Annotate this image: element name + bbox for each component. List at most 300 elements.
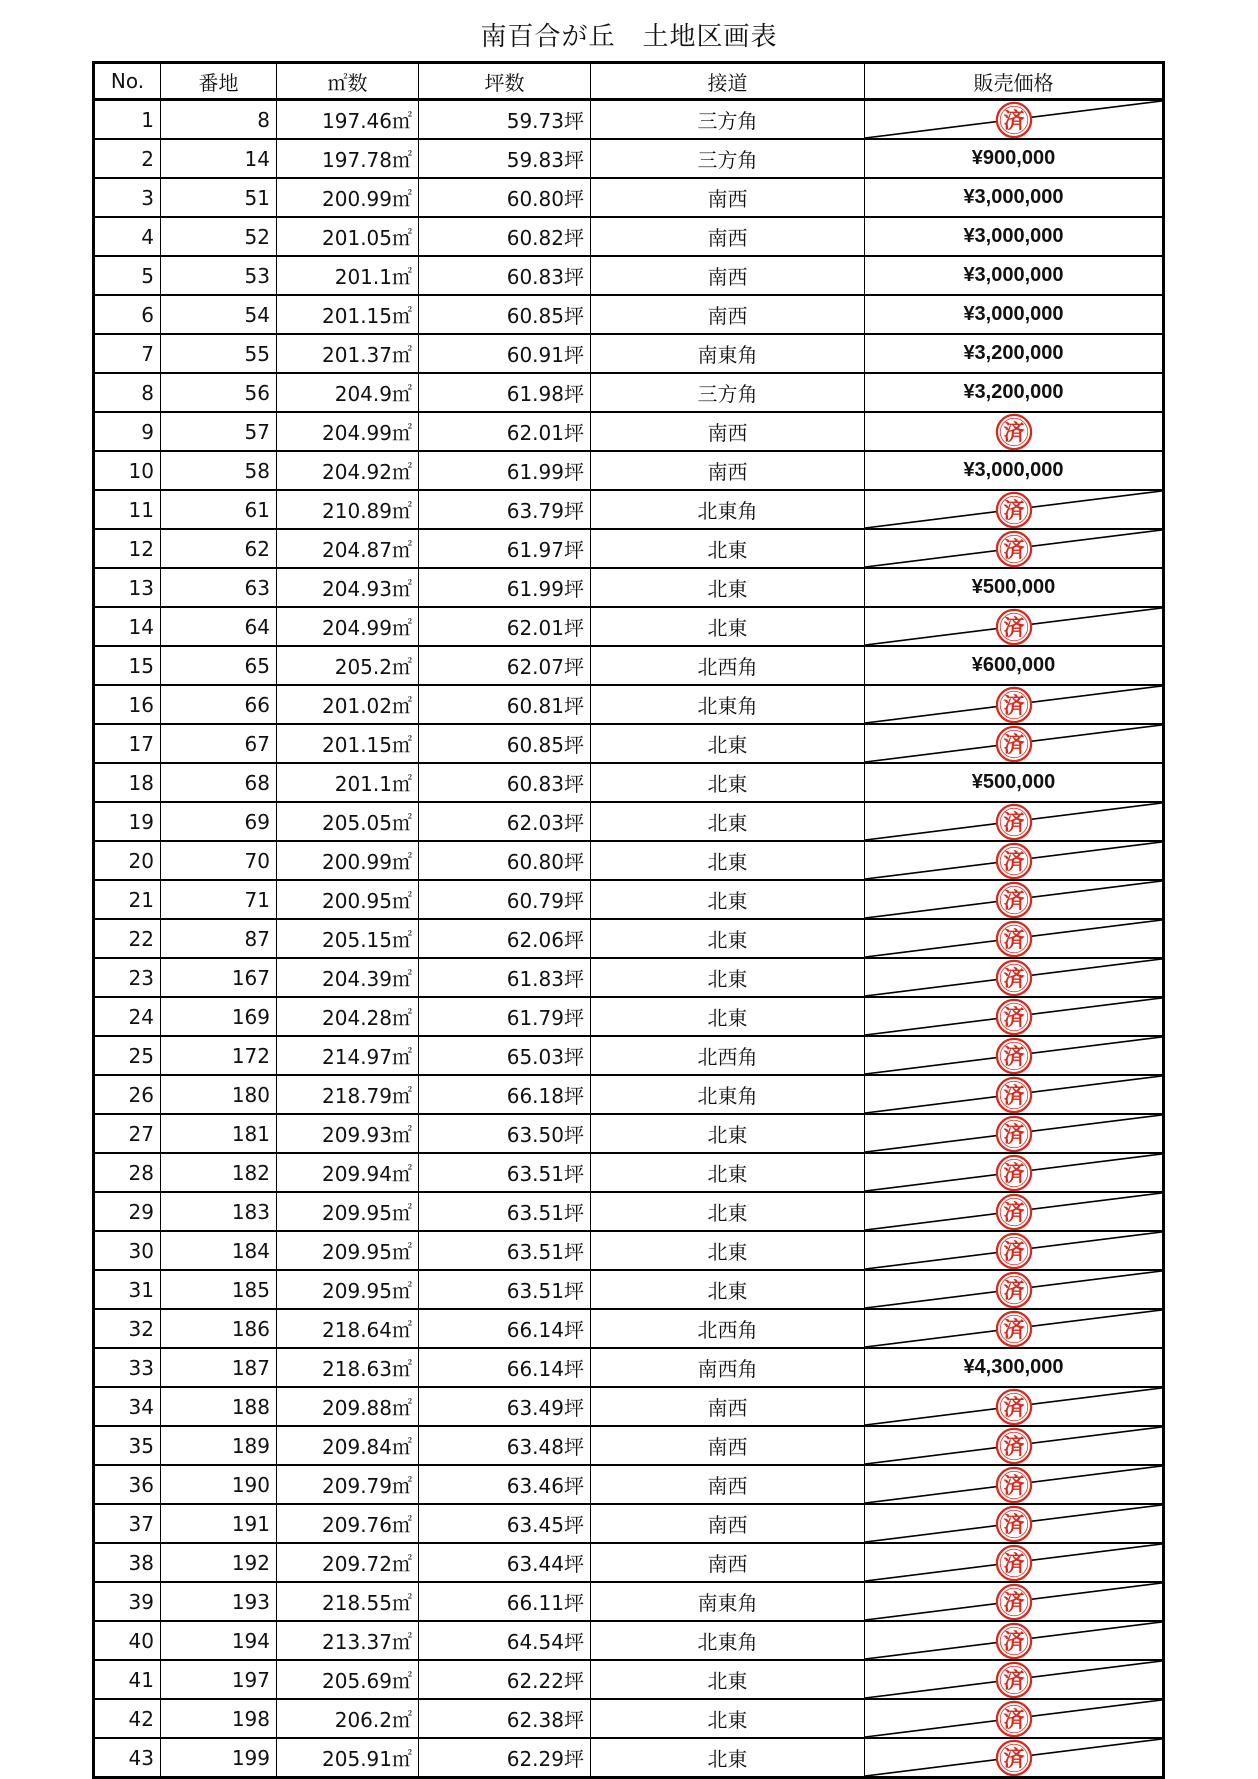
cell-no: 35 xyxy=(94,1426,161,1465)
table-row xyxy=(94,919,1164,958)
sold-stamp-icon xyxy=(995,1622,1033,1660)
table-row xyxy=(94,451,1164,490)
cell-no: 41 xyxy=(94,1660,161,1699)
cell-area-sqm: 209.88㎡ xyxy=(277,1387,419,1426)
table-row xyxy=(94,568,1164,607)
cell-sale-price xyxy=(865,1504,1164,1543)
cell-no: 42 xyxy=(94,1699,161,1738)
sold-stamp-icon xyxy=(995,1739,1033,1777)
cell-no: 15 xyxy=(94,646,161,685)
cell-road-access: 三方角 xyxy=(591,100,865,140)
cell-area-sqm: 200.99㎡ xyxy=(277,841,419,880)
svg-text:済: 済 xyxy=(1003,1746,1024,1771)
cell-area-sqm: 200.99㎡ xyxy=(277,178,419,217)
cell-sale-price xyxy=(865,919,1164,958)
table-row xyxy=(94,1192,1164,1231)
price-value: ¥3,000,000 xyxy=(963,186,1064,208)
cell-area-tsubo: 60.79坪 xyxy=(419,880,591,919)
cell-area-sqm: 209.93㎡ xyxy=(277,1114,419,1153)
cell-road-access: 北東 xyxy=(591,841,865,880)
cell-lot-number: 71 xyxy=(161,880,277,919)
sold-stamp-icon xyxy=(995,530,1033,568)
cell-lot-number: 61 xyxy=(161,490,277,529)
cell-lot-number: 63 xyxy=(161,568,277,607)
cell-area-tsubo: 61.97坪 xyxy=(419,529,591,568)
cell-lot-number: 62 xyxy=(161,529,277,568)
svg-text:済: 済 xyxy=(1003,849,1024,874)
cell-sale-price xyxy=(865,1543,1164,1582)
cell-area-tsubo: 62.06坪 xyxy=(419,919,591,958)
cell-sale-price xyxy=(865,1660,1164,1699)
cell-sale-price xyxy=(865,802,1164,841)
table-row xyxy=(94,295,1164,334)
svg-text:済: 済 xyxy=(1003,693,1024,718)
cell-area-sqm: 218.79㎡ xyxy=(277,1075,419,1114)
cell-road-access: 北東角 xyxy=(591,1621,865,1660)
cell-road-access: 北東 xyxy=(591,919,865,958)
cell-road-access: 北東 xyxy=(591,763,865,802)
cell-lot-number: 197 xyxy=(161,1660,277,1699)
table-row xyxy=(94,1660,1164,1699)
table-row xyxy=(94,997,1164,1036)
cell-road-access: 南西 xyxy=(591,256,865,295)
svg-text:済: 済 xyxy=(1003,1434,1024,1459)
cell-no: 3 xyxy=(94,178,161,217)
svg-text:済: 済 xyxy=(1003,927,1024,952)
table-row xyxy=(94,1348,1164,1387)
cell-lot-number: 66 xyxy=(161,685,277,724)
sold-stamp-icon xyxy=(995,1232,1033,1270)
cell-no: 4 xyxy=(94,217,161,256)
cell-sale-price xyxy=(865,1387,1164,1426)
cell-sale-price xyxy=(865,997,1164,1036)
cell-road-access: 南西 xyxy=(591,1504,865,1543)
cell-area-sqm: 201.15㎡ xyxy=(277,724,419,763)
cell-road-access: 三方角 xyxy=(591,373,865,412)
cell-no: 29 xyxy=(94,1192,161,1231)
cell-no: 28 xyxy=(94,1153,161,1192)
cell-area-tsubo: 66.18坪 xyxy=(419,1075,591,1114)
cell-area-sqm: 210.89㎡ xyxy=(277,490,419,529)
price-value: ¥3,200,000 xyxy=(963,342,1064,364)
svg-text:済: 済 xyxy=(1003,108,1024,133)
cell-sale-price xyxy=(865,256,1164,295)
cell-road-access: 南東角 xyxy=(591,1582,865,1621)
sold-stamp-icon xyxy=(995,1427,1033,1465)
column-header-road: 接道 xyxy=(591,63,865,100)
cell-lot-number: 57 xyxy=(161,412,277,451)
cell-area-sqm: 204.99㎡ xyxy=(277,412,419,451)
cell-no: 9 xyxy=(94,412,161,451)
cell-area-tsubo: 60.80坪 xyxy=(419,178,591,217)
cell-area-tsubo: 60.83坪 xyxy=(419,763,591,802)
cell-no: 39 xyxy=(94,1582,161,1621)
cell-area-tsubo: 60.82坪 xyxy=(419,217,591,256)
table-row xyxy=(94,1153,1164,1192)
sold-stamp-icon xyxy=(995,881,1033,919)
table-row xyxy=(94,412,1164,451)
price-value: ¥3,000,000 xyxy=(963,459,1064,481)
column-header-sqm: ㎡数 xyxy=(277,63,419,100)
cell-sale-price xyxy=(865,1621,1164,1660)
cell-road-access: 南西 xyxy=(591,217,865,256)
sold-stamp-icon xyxy=(995,1700,1033,1738)
cell-area-sqm: 204.28㎡ xyxy=(277,997,419,1036)
cell-road-access: 北東 xyxy=(591,607,865,646)
cell-area-sqm: 205.2㎡ xyxy=(277,646,419,685)
cell-no: 1 xyxy=(94,100,161,140)
cell-sale-price xyxy=(865,1309,1164,1348)
table-row xyxy=(94,685,1164,724)
cell-area-sqm: 201.1㎡ xyxy=(277,256,419,295)
table-row xyxy=(94,334,1164,373)
sold-stamp-icon xyxy=(995,725,1033,763)
cell-road-access: 北東 xyxy=(591,958,865,997)
svg-text:済: 済 xyxy=(1003,1551,1024,1576)
table-row xyxy=(94,646,1164,685)
cell-area-tsubo: 60.85坪 xyxy=(419,724,591,763)
cell-lot-number: 14 xyxy=(161,139,277,178)
price-value: ¥4,300,000 xyxy=(963,1356,1064,1378)
cell-lot-number: 55 xyxy=(161,334,277,373)
svg-text:済: 済 xyxy=(1003,810,1024,835)
cell-lot-number: 8 xyxy=(161,100,277,140)
cell-no: 12 xyxy=(94,529,161,568)
cell-road-access: 北東 xyxy=(591,724,865,763)
table-row xyxy=(94,1387,1164,1426)
svg-text:済: 済 xyxy=(1003,1629,1024,1654)
cell-road-access: 北東 xyxy=(591,1660,865,1699)
cell-area-tsubo: 59.73坪 xyxy=(419,100,591,140)
table-row xyxy=(94,958,1164,997)
cell-road-access: 北東 xyxy=(591,1738,865,1778)
cell-area-tsubo: 62.38坪 xyxy=(419,1699,591,1738)
cell-area-sqm: 209.95㎡ xyxy=(277,1270,419,1309)
cell-lot-number: 182 xyxy=(161,1153,277,1192)
table-row xyxy=(94,1426,1164,1465)
cell-lot-number: 172 xyxy=(161,1036,277,1075)
cell-no: 40 xyxy=(94,1621,161,1660)
cell-lot-number: 70 xyxy=(161,841,277,880)
cell-area-sqm: 209.72㎡ xyxy=(277,1543,419,1582)
table-row xyxy=(94,1543,1164,1582)
cell-area-tsubo: 63.45坪 xyxy=(419,1504,591,1543)
cell-no: 13 xyxy=(94,568,161,607)
svg-text:済: 済 xyxy=(1003,1707,1024,1732)
price-value: ¥500,000 xyxy=(971,771,1056,793)
cell-road-access: 北東 xyxy=(591,1270,865,1309)
cell-sale-price xyxy=(865,412,1164,451)
cell-area-tsubo: 63.48坪 xyxy=(419,1426,591,1465)
cell-area-tsubo: 61.83坪 xyxy=(419,958,591,997)
cell-road-access: 北西角 xyxy=(591,1309,865,1348)
svg-text:済: 済 xyxy=(1003,1278,1024,1303)
cell-lot-number: 54 xyxy=(161,295,277,334)
cell-area-sqm: 205.15㎡ xyxy=(277,919,419,958)
table-row xyxy=(94,1465,1164,1504)
cell-road-access: 南西 xyxy=(591,1426,865,1465)
cell-sale-price xyxy=(865,100,1164,140)
cell-no: 37 xyxy=(94,1504,161,1543)
cell-area-tsubo: 63.51坪 xyxy=(419,1270,591,1309)
sold-stamp-icon xyxy=(995,101,1033,139)
cell-lot-number: 193 xyxy=(161,1582,277,1621)
cell-area-sqm: 204.87㎡ xyxy=(277,529,419,568)
table-row xyxy=(94,1621,1164,1660)
cell-no: 20 xyxy=(94,841,161,880)
cell-sale-price xyxy=(865,1465,1164,1504)
sold-stamp-icon xyxy=(995,1037,1033,1075)
cell-lot-number: 188 xyxy=(161,1387,277,1426)
cell-sale-price xyxy=(865,1231,1164,1270)
cell-no: 30 xyxy=(94,1231,161,1270)
table-row xyxy=(94,1504,1164,1543)
cell-road-access: 北東 xyxy=(591,802,865,841)
cell-lot-number: 181 xyxy=(161,1114,277,1153)
table-row xyxy=(94,529,1164,568)
cell-no: 6 xyxy=(94,295,161,334)
sold-stamp-icon xyxy=(995,1271,1033,1309)
cell-area-sqm: 205.69㎡ xyxy=(277,1660,419,1699)
cell-lot-number: 194 xyxy=(161,1621,277,1660)
sold-stamp-icon xyxy=(995,1466,1033,1504)
svg-text:済: 済 xyxy=(1003,1512,1024,1537)
cell-no: 22 xyxy=(94,919,161,958)
table-row xyxy=(94,607,1164,646)
cell-lot-number: 69 xyxy=(161,802,277,841)
cell-sale-price xyxy=(865,1153,1164,1192)
cell-area-sqm: 204.99㎡ xyxy=(277,607,419,646)
cell-sale-price xyxy=(865,295,1164,334)
cell-sale-price xyxy=(865,178,1164,217)
cell-area-sqm: 209.76㎡ xyxy=(277,1504,419,1543)
svg-text:済: 済 xyxy=(1003,1473,1024,1498)
cell-no: 43 xyxy=(94,1738,161,1778)
cell-area-sqm: 218.63㎡ xyxy=(277,1348,419,1387)
svg-text:済: 済 xyxy=(1003,1083,1024,1108)
cell-sale-price xyxy=(865,529,1164,568)
table-row xyxy=(94,178,1164,217)
table-row xyxy=(94,1114,1164,1153)
cell-area-sqm: 213.37㎡ xyxy=(277,1621,419,1660)
price-value: ¥3,200,000 xyxy=(963,381,1064,403)
sold-stamp-icon xyxy=(995,1115,1033,1153)
cell-area-tsubo: 62.22坪 xyxy=(419,1660,591,1699)
cell-lot-number: 65 xyxy=(161,646,277,685)
cell-lot-number: 186 xyxy=(161,1309,277,1348)
sold-stamp-icon xyxy=(995,413,1033,451)
cell-no: 14 xyxy=(94,607,161,646)
svg-text:済: 済 xyxy=(1003,1590,1024,1615)
cell-no: 31 xyxy=(94,1270,161,1309)
cell-sale-price xyxy=(865,685,1164,724)
cell-road-access: 北東 xyxy=(591,1231,865,1270)
cell-area-tsubo: 63.44坪 xyxy=(419,1543,591,1582)
cell-road-access: 南東角 xyxy=(591,334,865,373)
column-header-lot: 番地 xyxy=(161,63,277,100)
cell-area-tsubo: 60.85坪 xyxy=(419,295,591,334)
cell-area-tsubo: 60.83坪 xyxy=(419,256,591,295)
cell-area-sqm: 209.95㎡ xyxy=(277,1231,419,1270)
cell-sale-price xyxy=(865,1114,1164,1153)
cell-area-sqm: 204.92㎡ xyxy=(277,451,419,490)
cell-sale-price xyxy=(865,568,1164,607)
cell-road-access: 三方角 xyxy=(591,139,865,178)
price-value: ¥900,000 xyxy=(971,147,1056,169)
cell-lot-number: 67 xyxy=(161,724,277,763)
svg-text:済: 済 xyxy=(1003,966,1024,991)
cell-area-tsubo: 63.79坪 xyxy=(419,490,591,529)
cell-area-sqm: 205.05㎡ xyxy=(277,802,419,841)
cell-no: 24 xyxy=(94,997,161,1036)
cell-lot-number: 87 xyxy=(161,919,277,958)
cell-road-access: 北東 xyxy=(591,568,865,607)
cell-area-tsubo: 65.03坪 xyxy=(419,1036,591,1075)
cell-area-tsubo: 63.51坪 xyxy=(419,1231,591,1270)
svg-text:済: 済 xyxy=(1003,1668,1024,1693)
cell-no: 25 xyxy=(94,1036,161,1075)
table-row xyxy=(94,1036,1164,1075)
table-row xyxy=(94,373,1164,412)
cell-sale-price xyxy=(865,841,1164,880)
cell-sale-price xyxy=(865,217,1164,256)
cell-sale-price xyxy=(865,880,1164,919)
cell-area-tsubo: 64.54坪 xyxy=(419,1621,591,1660)
cell-area-tsubo: 63.51坪 xyxy=(419,1153,591,1192)
svg-text:済: 済 xyxy=(1003,537,1024,562)
cell-no: 38 xyxy=(94,1543,161,1582)
cell-area-tsubo: 62.01坪 xyxy=(419,412,591,451)
svg-text:済: 済 xyxy=(1003,498,1024,523)
cell-no: 33 xyxy=(94,1348,161,1387)
cell-sale-price xyxy=(865,724,1164,763)
svg-text:済: 済 xyxy=(1003,1317,1024,1342)
cell-road-access: 北東 xyxy=(591,997,865,1036)
land-lot-table xyxy=(92,61,1165,1779)
cell-area-tsubo: 60.81坪 xyxy=(419,685,591,724)
cell-sale-price xyxy=(865,763,1164,802)
cell-area-sqm: 201.05㎡ xyxy=(277,217,419,256)
sold-stamp-icon xyxy=(995,1388,1033,1426)
cell-road-access: 南西角 xyxy=(591,1348,865,1387)
cell-lot-number: 199 xyxy=(161,1738,277,1778)
cell-sale-price xyxy=(865,1699,1164,1738)
cell-lot-number: 180 xyxy=(161,1075,277,1114)
cell-area-tsubo: 63.50坪 xyxy=(419,1114,591,1153)
cell-area-tsubo: 66.11坪 xyxy=(419,1582,591,1621)
cell-no: 32 xyxy=(94,1309,161,1348)
table-row xyxy=(94,724,1164,763)
sold-stamp-icon xyxy=(995,1583,1033,1621)
cell-area-sqm: 200.95㎡ xyxy=(277,880,419,919)
cell-road-access: 北東角 xyxy=(591,490,865,529)
cell-road-access: 北東 xyxy=(591,880,865,919)
sold-stamp-icon xyxy=(995,1310,1033,1348)
cell-area-sqm: 204.9㎡ xyxy=(277,373,419,412)
cell-no: 7 xyxy=(94,334,161,373)
table-row xyxy=(94,100,1164,140)
svg-text:済: 済 xyxy=(1003,1239,1024,1264)
cell-area-sqm: 206.2㎡ xyxy=(277,1699,419,1738)
cell-lot-number: 58 xyxy=(161,451,277,490)
table-header-row xyxy=(94,63,1164,100)
table-row xyxy=(94,1582,1164,1621)
cell-sale-price xyxy=(865,490,1164,529)
cell-sale-price xyxy=(865,451,1164,490)
cell-road-access: 南西 xyxy=(591,1387,865,1426)
cell-no: 10 xyxy=(94,451,161,490)
cell-sale-price xyxy=(865,1036,1164,1075)
cell-area-sqm: 209.95㎡ xyxy=(277,1192,419,1231)
cell-road-access: 北東角 xyxy=(591,1075,865,1114)
cell-area-tsubo: 59.83坪 xyxy=(419,139,591,178)
cell-sale-price xyxy=(865,607,1164,646)
cell-lot-number: 187 xyxy=(161,1348,277,1387)
cell-area-tsubo: 63.51坪 xyxy=(419,1192,591,1231)
cell-area-tsubo: 60.80坪 xyxy=(419,841,591,880)
cell-lot-number: 192 xyxy=(161,1543,277,1582)
cell-no: 23 xyxy=(94,958,161,997)
cell-sale-price xyxy=(865,958,1164,997)
table-row xyxy=(94,802,1164,841)
table-row xyxy=(94,139,1164,178)
cell-sale-price xyxy=(865,1270,1164,1309)
cell-lot-number: 198 xyxy=(161,1699,277,1738)
cell-road-access: 北西角 xyxy=(591,1036,865,1075)
price-value: ¥3,000,000 xyxy=(963,303,1064,325)
cell-lot-number: 52 xyxy=(161,217,277,256)
price-value: ¥500,000 xyxy=(971,576,1056,598)
column-header-no: No. xyxy=(94,63,161,100)
svg-text:済: 済 xyxy=(1003,1044,1024,1069)
svg-text:済: 済 xyxy=(1003,615,1024,640)
sold-stamp-icon xyxy=(995,920,1033,958)
cell-area-sqm: 204.39㎡ xyxy=(277,958,419,997)
cell-no: 26 xyxy=(94,1075,161,1114)
cell-lot-number: 167 xyxy=(161,958,277,997)
cell-no: 27 xyxy=(94,1114,161,1153)
cell-area-sqm: 209.94㎡ xyxy=(277,1153,419,1192)
cell-road-access: 北東 xyxy=(591,1114,865,1153)
svg-text:済: 済 xyxy=(1003,1395,1024,1420)
cell-area-tsubo: 61.79坪 xyxy=(419,997,591,1036)
cell-area-tsubo: 62.03坪 xyxy=(419,802,591,841)
svg-text:済: 済 xyxy=(1003,1200,1024,1225)
cell-lot-number: 56 xyxy=(161,373,277,412)
cell-no: 21 xyxy=(94,880,161,919)
svg-text:済: 済 xyxy=(1003,732,1024,757)
cell-road-access: 北東角 xyxy=(591,685,865,724)
cell-road-access: 北西角 xyxy=(591,646,865,685)
sold-stamp-icon xyxy=(995,959,1033,997)
cell-area-sqm: 218.64㎡ xyxy=(277,1309,419,1348)
sold-stamp-icon xyxy=(995,686,1033,724)
table-row xyxy=(94,841,1164,880)
sold-stamp-icon xyxy=(995,1076,1033,1114)
sold-stamp-icon xyxy=(995,1661,1033,1699)
table-row xyxy=(94,1231,1164,1270)
cell-area-sqm: 209.84㎡ xyxy=(277,1426,419,1465)
sold-stamp-icon xyxy=(995,491,1033,529)
price-value: ¥3,000,000 xyxy=(963,225,1064,247)
cell-area-sqm: 214.97㎡ xyxy=(277,1036,419,1075)
cell-lot-number: 185 xyxy=(161,1270,277,1309)
svg-text:済: 済 xyxy=(1003,888,1024,913)
cell-area-sqm: 197.78㎡ xyxy=(277,139,419,178)
svg-text:済: 済 xyxy=(1003,420,1024,445)
cell-area-sqm: 204.93㎡ xyxy=(277,568,419,607)
sold-stamp-icon xyxy=(995,803,1033,841)
